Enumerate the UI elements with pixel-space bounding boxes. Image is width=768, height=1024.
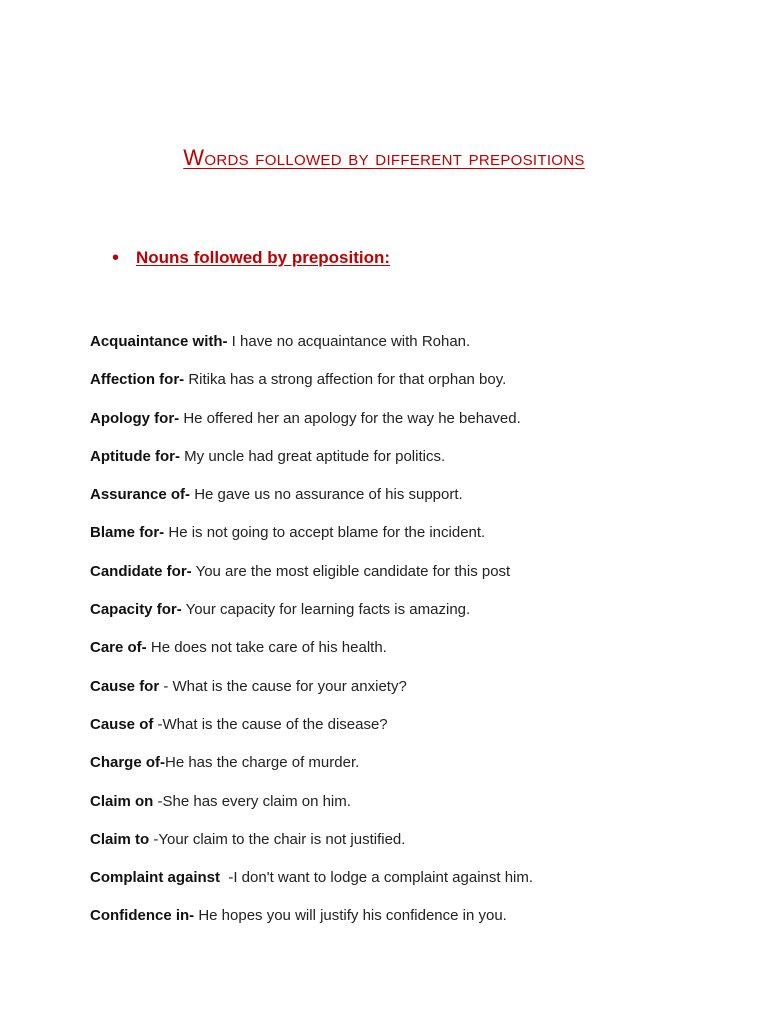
entry-example: He offered her an apology for the way he behaved.: [179, 409, 521, 427]
entry-term: Confidence in-: [90, 907, 195, 925]
entry-term: Assurance of-: [90, 486, 191, 504]
list-item: [90, 714, 750, 752]
entry-example: -I don't want to lodge a complaint against him.: [220, 869, 534, 887]
entry-example: He hopes you will justify his confidence in you.: [194, 907, 507, 925]
list-item: [90, 484, 750, 522]
entry-example: -What is the cause of the disease?: [153, 715, 388, 733]
entry-term: Affection for-: [90, 371, 185, 389]
entry-example: He is not going to accept blame for the incident.: [164, 524, 486, 542]
list-item: [90, 867, 750, 905]
list-item: [90, 829, 750, 867]
list-item: [90, 752, 750, 790]
entry-term: Charge of-: [90, 754, 165, 772]
entry-term: Capacity for-: [90, 601, 182, 619]
entry-example: You are the most eligible candidate for this post: [191, 562, 511, 580]
entry-example: He has the charge of murder.: [165, 754, 360, 772]
list-item: [90, 446, 750, 484]
entry-example: Ritika has a strong affection for that orphan boy.: [184, 371, 507, 389]
entry-example: He gave us no assurance of his support.: [190, 486, 463, 504]
list-item: [90, 676, 750, 714]
list-item: [90, 561, 750, 599]
entry-example: - What is the cause for your anxiety?: [159, 677, 407, 695]
section-heading: [112, 248, 390, 268]
entry-term: Complaint against: [90, 869, 221, 887]
bullet-icon: •: [112, 247, 120, 269]
entry-term: Aptitude for-: [90, 447, 180, 465]
list-item: [90, 522, 750, 560]
entry-example: -She has every claim on him.: [153, 792, 351, 810]
entry-list: [90, 331, 750, 944]
entry-example: Your capacity for learning facts is amazing.: [181, 601, 471, 619]
list-item: [90, 637, 750, 675]
page-title: Words followed by different prepositions: [183, 145, 585, 170]
entry-term: Cause for: [90, 677, 160, 695]
entry-example: I have no acquaintance with Rohan.: [227, 333, 471, 350]
entry-example: -Your claim to the chair is not justified.: [149, 830, 406, 848]
list-item: [90, 791, 750, 829]
list-item: [90, 408, 750, 446]
list-item: [90, 905, 750, 943]
list-item: [90, 369, 750, 407]
entry-example: He does not take care of his health.: [146, 639, 387, 657]
entry-term: Care of-: [90, 639, 147, 657]
section-heading-text: Nouns followed by preposition:: [136, 248, 391, 267]
entry-term: Apology for-: [90, 409, 180, 427]
list-item: [90, 331, 750, 369]
entry-term: Claim to: [90, 830, 150, 848]
entry-term: Cause of: [90, 715, 154, 733]
entry-term: Claim on: [90, 792, 154, 810]
entry-term: Blame for-: [90, 524, 165, 542]
entry-term: Candidate for-: [90, 562, 192, 580]
list-item: [90, 599, 750, 637]
entry-example: My uncle had great aptitude for politics.: [179, 447, 446, 465]
entry-term: Acquaintance with-: [90, 333, 228, 350]
